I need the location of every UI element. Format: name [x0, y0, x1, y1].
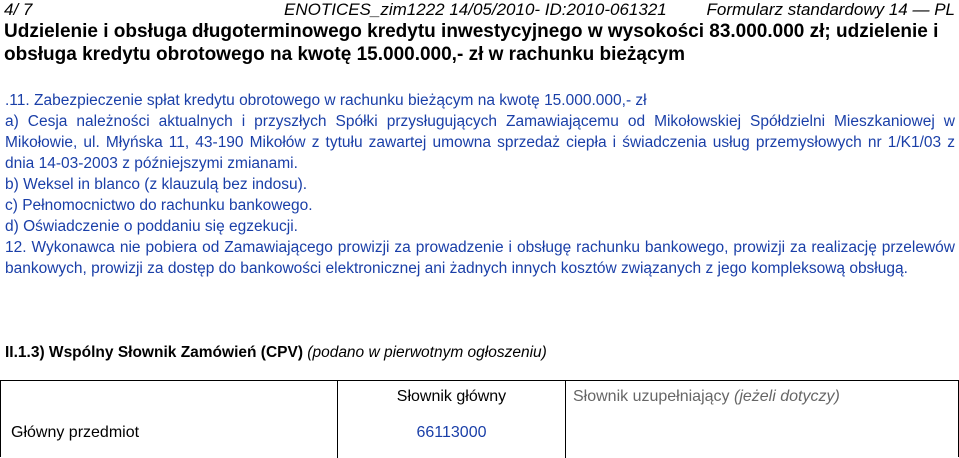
item-a: a) Cesja należności aktualnych i przyszłych Spółki przysługujących Zamawiającemu od Mikołowskiej Spółdzielni Mieszkaniowej w Mikołowie, ul. Młyńska 11, 43-190 Mikołów z tytułu zawartej umowna sprzedaż ciepła i świadczenia usług przemysłowych nr 1/K1/03 z dnia 14-03-2003 z późniejszymi zmianami.	[5, 113, 955, 172]
row-label-main-subject: Główny przedmiot	[11, 424, 140, 441]
cpv-heading-bold: II.1.3) Wspólny Słownik Zamówień (CPV)	[5, 344, 303, 361]
form-type: Formularz standardowy 14 — PL	[706, 0, 955, 19]
item-c: c) Pełnomocnictwo do rachunku bankowego.	[5, 197, 313, 214]
cpv-heading	[5, 342, 547, 363]
table-divider	[565, 381, 566, 458]
document-id: ENOTICES_zim1222 14/05/2010- ID:2010-061321	[284, 0, 667, 19]
page-header	[0, 0, 959, 20]
column-header-main: Słownik główny	[396, 388, 507, 405]
cpv-table	[0, 380, 959, 457]
item-b: b) Weksel in blanco (z klauzulą bez indosu).	[5, 176, 308, 193]
item-11: .11. Zabezpieczenie spłat kredytu obrotowego w rachunku bieżącym na kwotę 15.000.000,- zł	[5, 92, 647, 109]
cpv-heading-italic: (podano w pierwotnym ogłoszeniu)	[302, 344, 547, 361]
column-header-supplementary-label: Słownik uzupełniający	[573, 388, 730, 405]
item-d: d) Oświadczenie o poddaniu się egzekucji.	[5, 218, 298, 235]
cpv-main-code: 66113000	[416, 424, 487, 441]
notice-body	[5, 90, 955, 279]
item-12: 12. Wykonawca nie pobiera od Zamawiającego prowizji za prowadzenie i obsługę rachunku bankowego, prowizji za realizację przelewów bankowych, prowizji za dostęp do bankowości elektronicznej ani żadnych innych kosztów związanych z jego kompleksową obsługą.	[5, 239, 955, 277]
column-header-supplementary	[573, 387, 840, 407]
notice-title: Udzielenie i obsługa długoterminowego kredytu inwestycyjnego w wysokości 83.000.000 zł; udzielenie i obsługa kredytu obrotowego na kwotę 15.000.000,- zł w rachunku bieżącym	[4, 21, 939, 65]
column-header-supplementary-note: (jeżeli dotyczy)	[733, 388, 840, 405]
page-number: 4/ 7	[4, 0, 33, 19]
